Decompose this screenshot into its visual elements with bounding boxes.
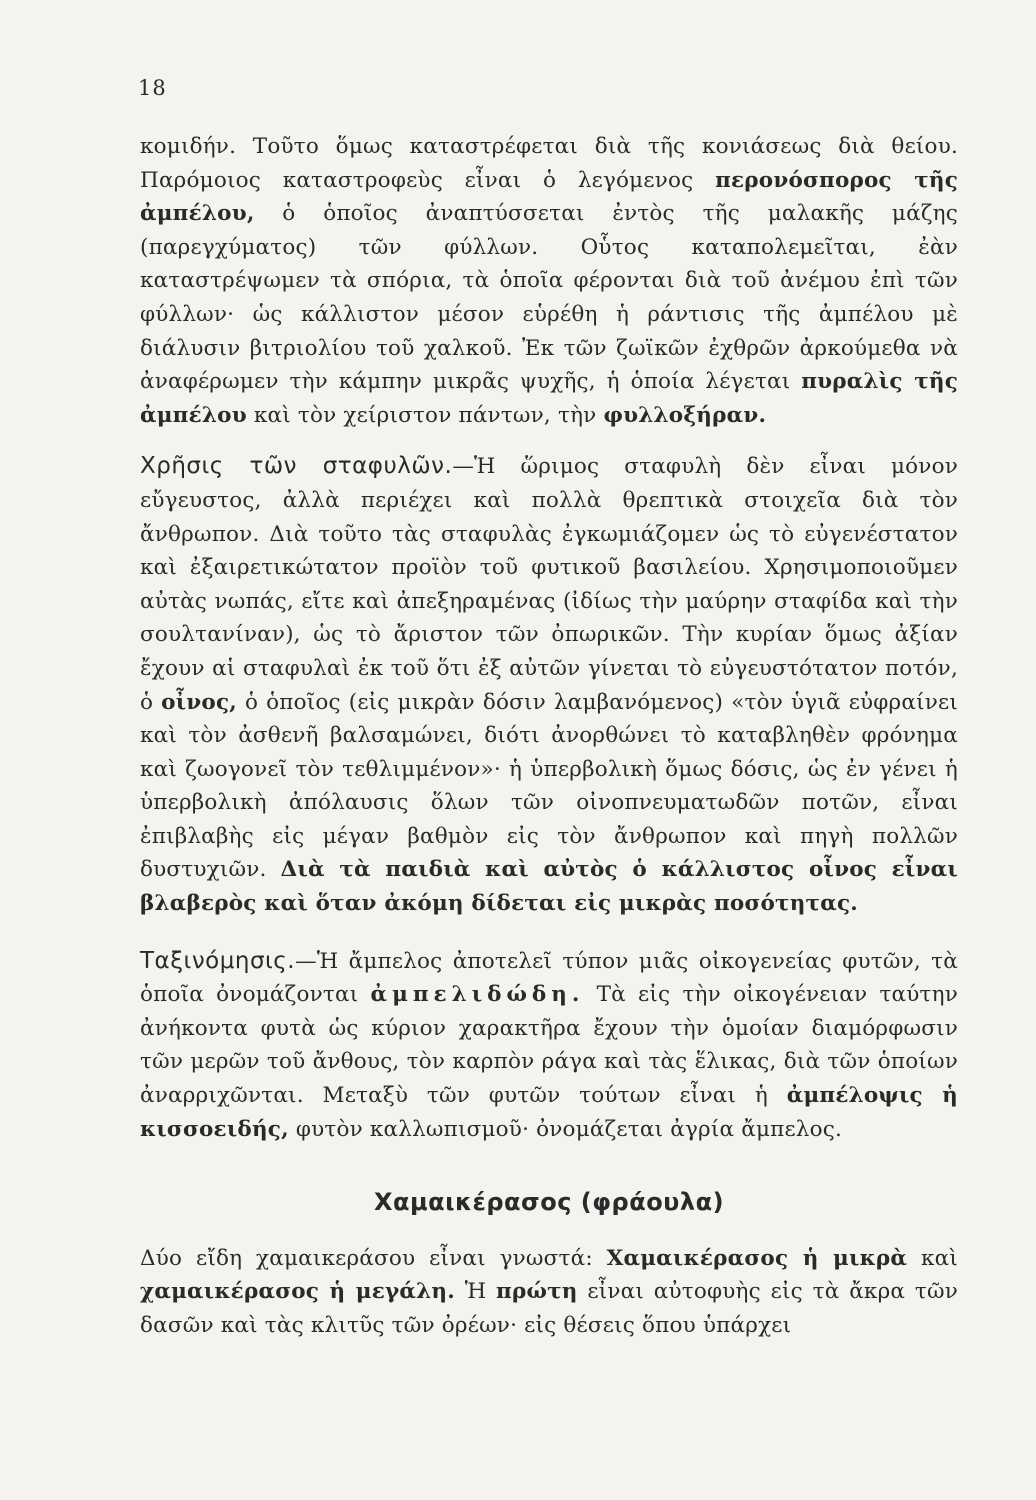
term-ampelopsis: ἀμπέλοψις ἡ κισσοειδής, bbox=[140, 1083, 958, 1142]
section-title-strawberry: Χαμαικέρασος (φράουλα) bbox=[373, 1188, 725, 1217]
text-run: Τὰ εἰς τὴν οἰκογένειαν ταύτην ἀνήκοντα φυτὰ ὡς κύριον χαρακτῆρα ἔχουν τὴν ὁμοίαν διαμόρφωσιν τῶν μερῶν τοῦ ἄνθους, τὸν καρπὸν ράγα καὶ τὰς ἕλικας, διὰ τῶν ὁποίων ἀναρριχῶνται. Μεταξὺ τῶν φυτῶν τούτων εἶναι ἡ bbox=[140, 982, 958, 1109]
warning-children: Διὰ τὰ παιδιὰ καὶ αὐτὸς ὁ κάλλιστος οἶνος εἶναι βλαβερὸς καὶ ὅταν ἀκόμη δίδεται εἰς μικρὰς ποσότητας. bbox=[140, 857, 958, 917]
text-run: εἶναι αὐτοφυὴς εἰς τὰ ἄκρα τῶν δασῶν καὶ τὰς κλιτῦς τῶν ὀρέων· εἰς θέσεις ὅπου ὑπάρχει bbox=[140, 1279, 958, 1338]
paragraph-pests bbox=[140, 130, 958, 432]
page-number: 18 bbox=[138, 76, 167, 100]
heading-use-of-grapes: Χρῆσις τῶν σταφυλῶν. bbox=[140, 453, 453, 480]
text-run: ὁ ὁποῖος (εἰς μικρὰν δόσιν λαμβανόμενος) «τὸν ὑγιᾶ εὐφραίνει καὶ τὸν ἀσθενῆ βαλσαμώνει, διότι ἀνορθώνει τὸ καταβληθὲν φρόνημα καὶ ζωογονεῖ τὸν τεθλιμμένον»· ἡ ὑπερβολικὴ ὅμως δόσις, ὡς ἐν γένει ἡ ὑπερβολικὴ ἀπόλαυσις ὅλων τῶν οἰνοπνευματωδῶν ποτῶν, εἶναι ἐπιβλαβὴς εἰς μέγαν βαθμὸν εἰς τὸν ἄνθρωπον καὶ πηγὴ πολλῶν δυστυχιῶν. bbox=[140, 689, 958, 883]
paragraph-use-of-grapes bbox=[140, 450, 958, 920]
paragraph-strawberry bbox=[140, 1242, 958, 1343]
text-run: καὶ bbox=[907, 1245, 958, 1271]
term-pyralis: πυραλὶς τῆς ἀμπέλου bbox=[140, 369, 958, 428]
term-first: πρώτη bbox=[496, 1279, 578, 1305]
heading-classification: Ταξινόμησις. bbox=[140, 947, 296, 974]
text-run: —Ἡ ὥριμος σταφυλὴ δὲν εἶναι μόνον εὔγευστος, ἀλλὰ περιέχει καὶ πολλὰ θρεπτικὰ στοιχεῖα διὰ τὸν ἄνθρωπον. Διὰ τοῦτο τὰς σταφυλὰς ἐγκωμιάζομεν ὡς τὸ εὐγενέστατον καὶ ἐξαιρετικώτατον προϊὸν τοῦ φυτικοῦ βασιλείου. Χρησιμοποιοῦμεν αὐτὰς νωπάς, εἴτε καὶ ἀπεξηραμένας (ἰδίως τὴν μαύρην σταφίδα καὶ τὴν σουλτανίναν), ὡς τὸ ἄριστον τῶν ὀπωρικῶν. Τὴν κυρίαν ὅμως ἀξίαν ἔχουν αἱ σταφυλαὶ ἐκ τοῦ ὅτι ἐξ αὐτῶν γίνεται τὸ εὐγευστότατον ποτόν, ὁ bbox=[140, 454, 958, 715]
text-run: Δύο εἴδη χαμαικεράσου εἶναι γνωστά: bbox=[140, 1245, 607, 1271]
page-body bbox=[140, 130, 958, 1343]
term-phylloxera: φυλλοξήραν. bbox=[603, 402, 767, 428]
text-run: καὶ τὸν χείριστον πάντων, τὴν bbox=[246, 402, 604, 428]
term-small-strawberry: Χαμαικέρασος ἡ μικρὰ bbox=[606, 1245, 908, 1271]
term-peronospora: περονόσπορος τῆς ἀμπέλου, bbox=[140, 167, 958, 227]
text-run: κομιδήν. Τοῦτο ὅμως καταστρέφεται διὰ τῆς κονιάσεως διὰ θείου. Παρόμοιος καταστροφεὺς εἶναι ὁ λεγόμενος bbox=[140, 134, 958, 193]
text-run: ὁ ὁποῖος ἀναπτύσσεται ἐντὸς τῆς μαλακῆς μάζης (παρεγχύματος) τῶν φύλλων. Οὗτος καταπολεμεῖται, ἐὰν καταστρέψωμεν τὰ σπόρια, τὰ ὁποῖα φέρονται διὰ τοῦ ἀνέμου ἐπὶ τῶν φύλλων· ὡς κάλλιστον μέσον εὑρέθη ἡ ράντισις τῆς ἀμπέλου μὲ διάλυσιν βιτριολίου τοῦ χαλκοῦ. Ἐκ τῶν ζωϊκῶν ἐχθρῶν ἀρκούμεθα νὰ ἀναφέρωμεν τὴν κάμπην μικρᾶς ψυχῆς, ἡ ὁποία λέγεται bbox=[140, 201, 958, 395]
text-run: φυτὸν καλλωπισμοῦ· ὀνομάζεται ἀγρία ἄμπελος. bbox=[288, 1116, 843, 1142]
term-large-strawberry: χαμαικέρασος ἡ μεγάλη. bbox=[140, 1279, 455, 1305]
text-run: —Ἡ ἄμπελος ἀποτελεῖ τύπον μιᾶς οἰκογενείας φυτῶν, τὰ ὁποῖα ὀνομάζονται bbox=[140, 948, 958, 1008]
term-ampelidodi: ἀμπελιδώδη. bbox=[370, 982, 585, 1008]
paragraph-classification bbox=[140, 945, 958, 1147]
text-run: Ἡ bbox=[454, 1279, 497, 1305]
term-wine: οἶνος, bbox=[161, 689, 237, 715]
